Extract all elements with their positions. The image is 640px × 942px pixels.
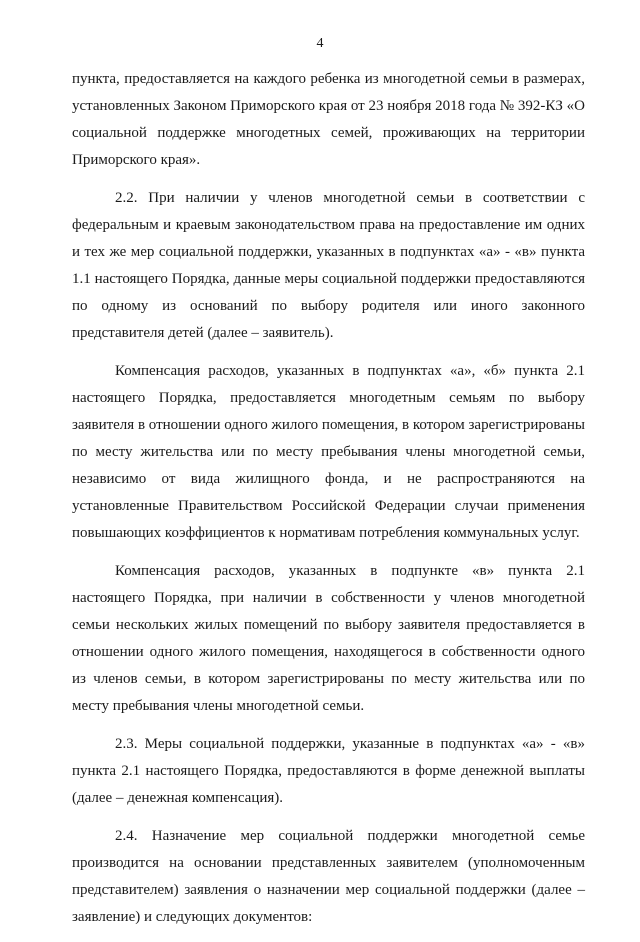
- paragraph-clause-2-4: 2.4. Назначение мер социальной поддержки многодетной семье производится на основании представленных заявителем (уполномоченным представителем) заявления о назначении мер социальной поддержки (далее – заявление) и следующих документов:: [72, 828, 585, 925]
- paragraph-clause-2-2: 2.2. При наличии у членов многодетной семьи в соответствии с федеральным и краевым законодательством права на предоставление им одних и тех же мер социальной поддержки, указанных в подпунктах «а» - «в» пункта 1.1 настоящего Порядка, данные меры социальной поддержки предоставляются по одному из оснований по выбору родителя или иного законного представителя детей (далее – заявитель).: [72, 190, 585, 341]
- page-number: 4: [316, 36, 324, 51]
- paragraph-compensation-a-b: Компенсация расходов, указанных в подпунктах «а», «б» пункта 2.1 настоящего Порядка, предоставляется многодетным семьям по выбору заявителя в отношении одного жилого помещения, в котором зарегистрированы по месту жительства или по месту пребывания члены многодетной семьи, независимо от вида жилищного фонда, и не распространяются на установленные Правительством Российской Федерации случаи применения повышающих коэффициентов к нормативам потребления коммунальных услуг.: [72, 363, 585, 541]
- paragraph-clause-2-3: 2.3. Меры социальной поддержки, указанные в подпунктах «а» - «в» пункта 2.1 настоящего Порядка, предоставляются в форме денежной выплаты (далее – денежная компенсация).: [72, 736, 585, 806]
- paragraph-compensation-v: Компенсация расходов, указанных в подпункте «в» пункта 2.1 настоящего Порядка, при наличии в собственности у членов многодетной семьи нескольких жилых помещений по выбору заявителя предоставляется в отношении одного жилого помещения, находящегося в собственности одного из членов семьи, в котором зарегистрированы по месту жительства или по месту пребывания члены многодетной семьи.: [72, 563, 585, 714]
- document-body: [72, 66, 585, 942]
- paragraph-continuation: пункта, предоставляется на каждого ребенка из многодетной семьи в размерах, установленных Законом Приморского края от 23 ноября 2018 года № 392-КЗ «О социальной поддержке многодетных семей, проживающих на территории Приморского края».: [72, 71, 585, 168]
